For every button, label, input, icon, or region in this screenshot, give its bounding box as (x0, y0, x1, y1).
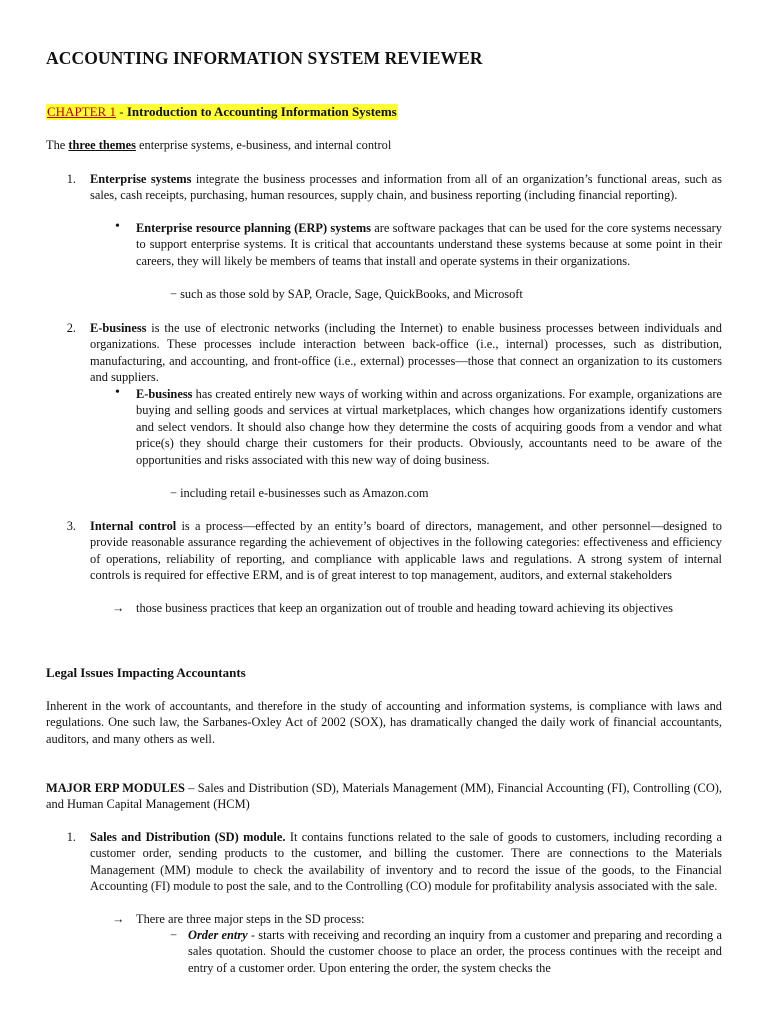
chapter-separator: - (115, 104, 127, 119)
item-1-bullet-term: Enterprise resource planning (ERP) systems (136, 221, 371, 235)
chapter-name: Introduction to Accounting Information Systems (126, 104, 397, 119)
module-1-arrow-text: There are three major steps in the SD process: (136, 912, 365, 926)
item-1-text: integrate the business processes and information from all of an organization’s functional areas, such as sales, cash receipts, purchasing, human resources, supply chain, and business reporting (including financial reporting). (90, 172, 722, 203)
item-1-term: Enterprise systems (90, 172, 192, 186)
item-3-term: Internal control (90, 519, 177, 533)
themes-intro (46, 137, 722, 153)
item-2-text: is the use of electronic networks (including the Internet) to enable business processes between individuals and organizations. These processes include interaction between back-office (i.e., internal) processes, such as distribution, manufacturing, and accounting, and front-office (i.e., external) processes—those that connect an organization to its customers and suppliers. (90, 321, 722, 385)
module-1-term: Sales and Distribution (SD) module. (90, 830, 286, 844)
item-2-bullet (136, 386, 722, 468)
module-1-paragraph (90, 829, 722, 895)
bullet-dot: • (115, 385, 120, 400)
item-1-bullet-text: are software packages that can be used for the core systems necessary to support enterprise systems. It is critical that accountants understand these systems because at some point in their careers, they will likely be members of teams that install and operate systems in their organizations. (136, 221, 722, 268)
item-1-note: − such as those sold by SAP, Oracle, Sage, QuickBooks, and Microsoft (170, 287, 523, 301)
dash-marker: − (170, 928, 177, 942)
erp-heading: MAJOR ERP MODULES (46, 781, 185, 795)
step-order-entry (188, 927, 722, 976)
themes-intro-pre: The (46, 138, 69, 152)
item-1-bullet (136, 220, 722, 269)
item-3-paragraph (90, 518, 722, 584)
step-order-entry-term: Order entry (188, 928, 248, 942)
item-2-number: 2. (66, 321, 76, 335)
item-3-text: is a process—effected by an entity’s board of directors, management, and other personnel—designed to provide reasonable assurance regarding the achievement of objectives in the following categories: effectiveness and efficiency of operations, reliability of reporting, and compliance with applicable laws and regulations. A strong system of internal controls is required for effective ERM, and is of great interest to top management, auditors, and external stakeholders (90, 519, 723, 583)
erp-intro (46, 780, 722, 813)
legal-heading: Legal Issues Impacting Accountants (46, 665, 246, 680)
item-2-note: − including retail e-businesses such as Amazon.com (170, 486, 429, 500)
legal-body: Inherent in the work of accountants, and therefore in the study of accounting and information systems, is compliance with laws and regulations. One such law, the Sarbanes-Oxley Act of 2002 (SOX), has dramatically changed the daily work of financial accountants, auditors, and many others as well. (46, 699, 722, 746)
item-2-paragraph (90, 320, 722, 386)
item-3-number: 3. (66, 519, 76, 533)
bullet-dot: • (115, 219, 120, 234)
module-1-text: It contains functions related to the sale of goods to customers, including recording a customer order, sending products to the customer, and billing the customer. There are connections to the Materials Management (MM) module to check the availability of inventory and to record the issue of the goods, to the Financial Accounting (FI) module to post the sale, and to the Controlling (CO) module for profitability analysis associated with the sale. (90, 830, 722, 894)
arrow-right-icon: → (112, 601, 125, 615)
themes-intro-post: enterprise systems, e-business, and internal control (135, 138, 392, 152)
item-1-number: 1. (66, 172, 76, 186)
item-2-term: E-business (90, 321, 147, 335)
erp-text: – Sales and Distribution (SD), Materials Management (MM), Financial Accounting (FI), Controlling (CO), and Human Capital Management (HCM) (46, 781, 722, 812)
module-1-number: 1. (66, 830, 76, 844)
chapter-heading (46, 104, 398, 120)
item-3-arrow-text: those business practices that keep an organization out of trouble and heading toward achieving its objectives (136, 601, 673, 615)
step-order-entry-text: - starts with receiving and recording an inquiry from a customer and preparing and recording a sales quotation. Should the customer choose to place an order, the process continues with the receipt and entry of a customer order. Upon entering the order, the system checks the (188, 928, 722, 975)
item-2-bullet-text: has created entirely new ways of working within and across organizations. For example, organizations are buying and selling goods and services at virtual marketplaces, which changes how organizations identify customers and select vendors. It should also change how they determine the costs of acquiring goods from a vendor and what price(s) they should charge their customers for their products. Obviously, accountants need to be aware of the opportunities and risks associated with this new way of doing business. (136, 387, 722, 467)
item-1-paragraph (90, 171, 722, 204)
item-2-bullet-term: E-business (136, 387, 193, 401)
arrow-right-icon: → (112, 912, 125, 926)
document-title: ACCOUNTING INFORMATION SYSTEM REVIEWER (46, 48, 483, 68)
chapter-label: CHAPTER 1 (47, 104, 116, 119)
themes-intro-bold: three themes (68, 138, 136, 152)
